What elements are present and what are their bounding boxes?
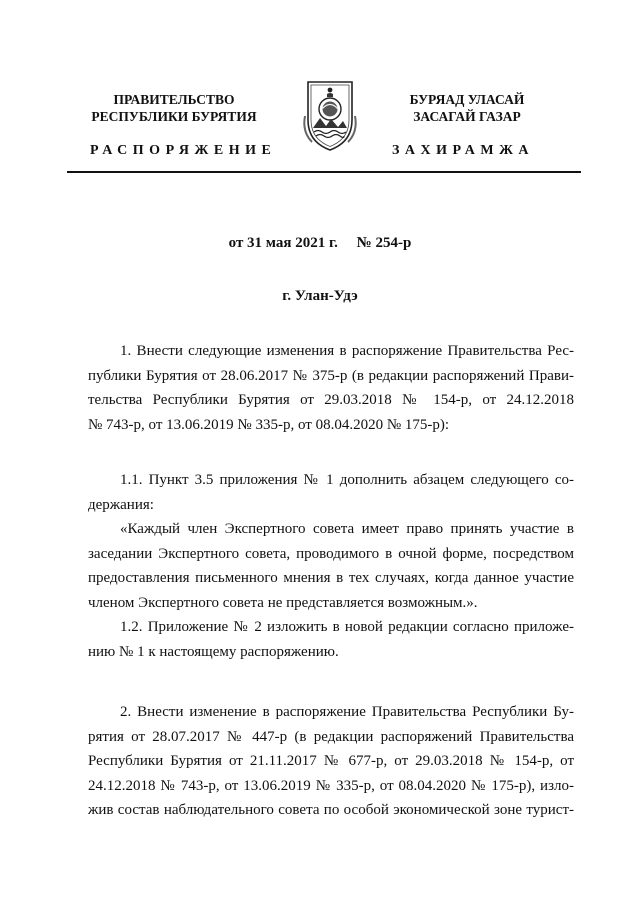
paragraph-line: Республики Бурятия от 21.11.2017 № 677-р, от 29.03.2018 № 154-р, от [88,753,574,769]
paragraph-line: 24.12.2018 № 743-р, от 13.06.2019 № 335-р, от 08.04.2020 № 175-р), изло- [88,777,574,794]
header-divider [67,171,581,173]
document-type-russian: РАСПОРЯЖЕНИЕ [90,143,277,158]
paragraph-1 [88,339,574,437]
paragraph-line: нию № 1 к настоящему распоряжению. [88,643,339,660]
paragraph-line: рятия от 28.07.2017 № 447-р (в редакции распоряжений Правительства [88,728,574,745]
header-right-line-1: БУРЯАД УЛАСАЙ [409,92,525,107]
quote-line: предоставления письменного мнения в тех случаях, когда данное участие [88,570,574,586]
quote-line: «Каждый член Экспертного совета имеет право принять участие в [120,521,574,537]
buryatia-coat-of-arms-emblem [300,76,360,154]
document-number: № 254-р [356,235,412,251]
paragraph-line: держания: [88,496,154,513]
document-type-buryat: ЗАХИРАМЖА [392,143,535,158]
government-header-russian [68,91,280,125]
document-date: от 31 мая 2021 г. [228,235,338,251]
document-date-line [0,235,640,252]
header-left-line-1: ПРАВИТЕЛЬСТВО [113,92,235,107]
quote-line: заседании Экспертного совета, проводимого в очной форме, посредством [88,545,574,562]
quote-line: членом Экспертного совета не представляется возможным.». [88,594,478,611]
government-header-buryat [372,91,562,125]
document-city: г. Улан-Удэ [282,288,358,304]
paragraph-2 [88,700,574,823]
paragraph-line: 2. Внести изменение в распоряжение Правительства Республики Бу- [120,704,574,720]
paragraph-line: 1.2. Приложение № 2 изложить в новой редакции согласно приложе- [120,619,574,635]
paragraph-line: 1. Внести следующие изменения в распоряжение Правительства Рес- [120,343,574,359]
header-left-line-2: РЕСПУБЛИКИ БУРЯТИЯ [91,109,257,124]
header-right-line-2: ЗАСАГАЙ ГАЗАР [413,109,521,124]
paragraph-line: № 743-р, от 13.06.2019 № 335-р, от 08.04.2020 № 175-р): [88,416,450,433]
paragraph-line: публики Бурятия от 28.06.2017 № 375-р (в редакции распоряжений Прави- [88,367,574,384]
paragraph-line: 1.1. Пункт 3.5 приложения № 1 дополнить абзацем следующего со- [120,472,574,488]
paragraph-line: тельства Республики Бурятия от 29.03.2018 № 154-р, от 24.12.2018 [88,392,574,408]
paragraph-1-1 [88,468,574,664]
paragraph-line: жив состав наблюдательного совета по особой экономической зоне турист- [88,802,574,818]
